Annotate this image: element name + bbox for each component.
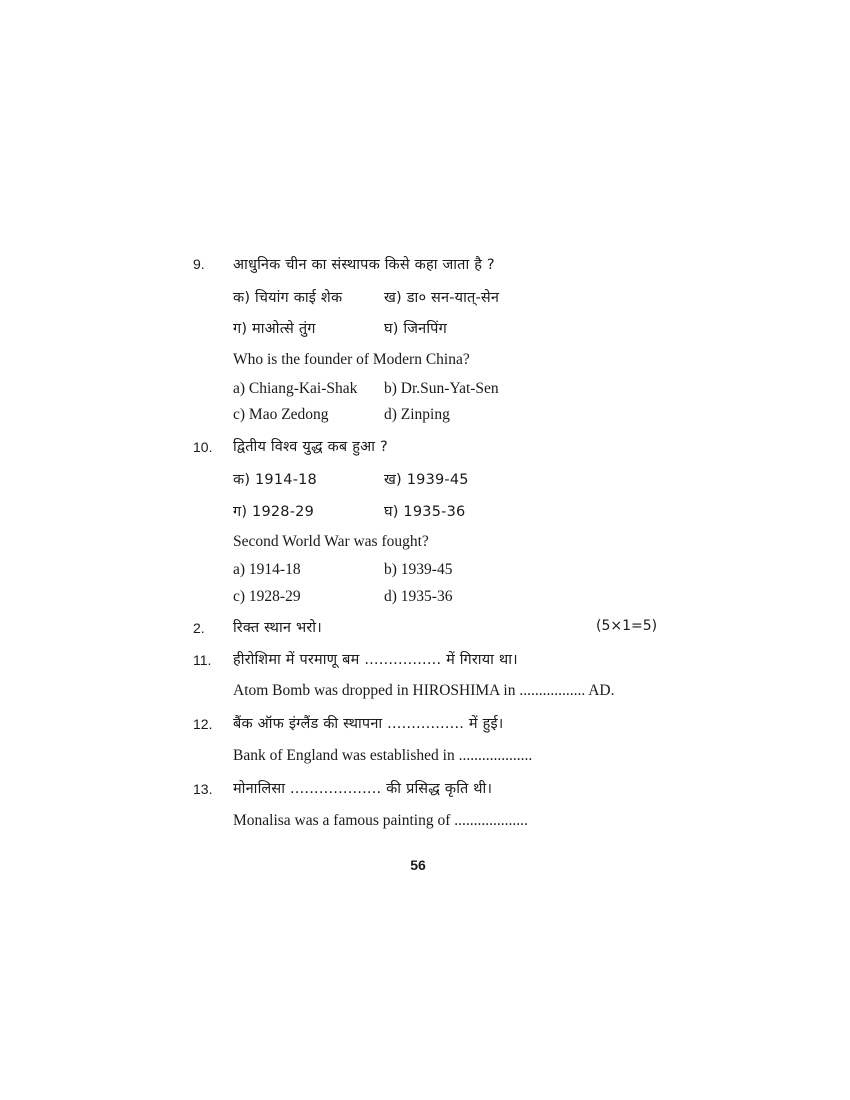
question-number: 10.: [193, 439, 213, 455]
question-text-hindi: बैंक ऑफ इंग्लैंड की स्थापना ................ में हुई।: [233, 716, 504, 732]
option-hindi-d: घ) 1935-36: [384, 504, 466, 520]
option-hindi-b: ख) डा० सन-यात्-सेन: [384, 290, 500, 306]
question-number: 13.: [193, 781, 213, 797]
option-english-d: d) Zinping: [384, 406, 450, 423]
question-text-english: Monalisa was a famous painting of ...................: [233, 812, 528, 829]
section-marks: (5×1=5): [596, 618, 658, 634]
option-hindi-c: ग) 1928-29: [233, 504, 315, 520]
page-number: 56: [410, 857, 426, 873]
question-text-hindi: मोनालिसा ................... की प्रसिद्ध कृति थी।: [233, 781, 493, 797]
option-english-d: d) 1935-36: [384, 588, 453, 605]
question-text-english: Second World War was fought?: [233, 533, 429, 550]
option-hindi-d: घ) जिनपिंग: [384, 321, 447, 337]
question-text-hindi: द्वितीय विश्व युद्ध कब हुआ ?: [233, 439, 388, 455]
option-hindi-c: ग) माओत्से तुंग: [233, 321, 316, 337]
question-number: 12.: [193, 716, 213, 732]
question-text-english: Bank of England was established in ...................: [233, 747, 533, 764]
option-english-b: b) Dr.Sun-Yat-Sen: [384, 380, 499, 397]
option-english-c: c) Mao Zedong: [233, 406, 329, 423]
section-heading: रिक्त स्थान भरो।: [233, 620, 322, 636]
question-number: 9.: [193, 256, 205, 272]
option-english-a: a) Chiang-Kai-Shak: [233, 380, 358, 397]
option-hindi-a: क) 1914-18: [233, 472, 317, 488]
question-text-hindi: हीरोशिमा में परमाणू बम ................ में गिराया था।: [233, 652, 518, 668]
section-number: 2.: [193, 620, 205, 636]
question-text-english: Who is the founder of Modern China?: [233, 351, 470, 368]
option-english-b: b) 1939-45: [384, 561, 453, 578]
option-hindi-b: ख) 1939-45: [384, 472, 469, 488]
option-hindi-a: क) चियांग काई शेक: [233, 290, 343, 306]
question-number: 11.: [193, 652, 212, 668]
question-text-hindi: आधुनिक चीन का संस्थापक किसे कहा जाता है ?: [233, 257, 495, 273]
option-english-a: a) 1914-18: [233, 561, 301, 578]
option-english-c: c) 1928-29: [233, 588, 301, 605]
question-text-english: Atom Bomb was dropped in HIROSHIMA in ................. AD.: [233, 682, 615, 699]
